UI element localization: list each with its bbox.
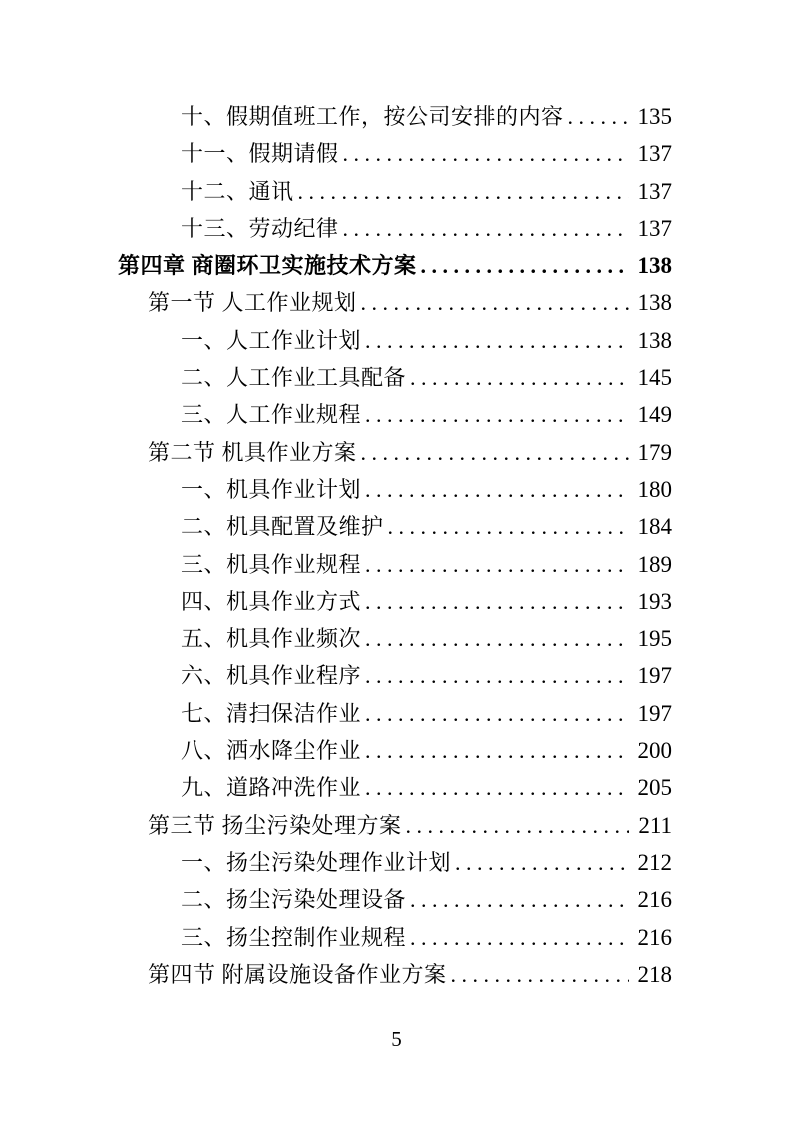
toc-page-number: 137	[637, 215, 672, 241]
toc-row	[181, 769, 672, 806]
toc-row	[181, 508, 672, 545]
toc-entry-label: 二、人工作业工具配备	[181, 365, 407, 391]
toc-row	[181, 359, 672, 396]
footer-page-number: 5	[391, 1027, 402, 1051]
dot-leader	[365, 396, 628, 433]
toc-entry-label: 二、扬尘污染处理设备	[181, 887, 407, 913]
toc-entry-label: 一、机具作业计划	[181, 476, 362, 502]
toc-page-number: 138	[637, 327, 672, 353]
dot-leader	[365, 471, 628, 508]
toc-page-number: 189	[637, 551, 672, 577]
toc-row	[148, 434, 672, 471]
toc-row	[181, 844, 672, 881]
toc-page-number: 197	[637, 663, 672, 689]
toc-row	[181, 919, 672, 956]
toc-entry-label: 八、洒水降尘作业	[181, 738, 362, 764]
toc-entry-label: 十二、通讯	[181, 178, 294, 204]
dot-leader	[343, 210, 629, 247]
toc-entry-label: 四、机具作业方式	[181, 588, 362, 614]
toc-row	[181, 471, 672, 508]
toc-entry-label: 九、道路冲洗作业	[181, 775, 362, 801]
dot-leader	[455, 844, 628, 881]
dot-leader	[298, 173, 629, 210]
toc-page-number: 145	[637, 365, 672, 391]
dot-leader	[365, 322, 628, 359]
toc-row	[148, 956, 672, 993]
toc-list	[0, 98, 672, 993]
toc-page-number: 149	[637, 402, 672, 428]
toc-entry-label: 五、机具作业频次	[181, 626, 362, 652]
toc-row	[181, 546, 672, 583]
toc-entry-label: 第三节 扬尘污染处理方案	[148, 812, 402, 838]
toc-entry-label: 三、机具作业规程	[181, 551, 362, 577]
dot-leader	[361, 284, 629, 321]
dot-leader	[410, 919, 628, 956]
toc-page-number: 138	[637, 253, 672, 279]
dot-leader	[365, 695, 628, 732]
toc-entry-label: 三、人工作业规程	[181, 402, 362, 428]
toc-entry-label: 第一节 人工作业规划	[148, 290, 357, 316]
dot-leader	[365, 620, 628, 657]
toc-entry-label: 一、扬尘污染处理作业计划	[181, 849, 452, 875]
toc-page-number: 200	[637, 738, 672, 764]
toc-page-number: 180	[637, 476, 672, 502]
toc-page-number: 211	[638, 812, 672, 838]
toc-row	[148, 284, 672, 321]
toc-page-number: 184	[637, 514, 672, 540]
toc-entry-label: 七、清扫保洁作业	[181, 700, 362, 726]
dot-leader	[568, 98, 629, 135]
toc-row	[181, 98, 672, 135]
toc-entry-label: 三、扬尘控制作业规程	[181, 924, 407, 950]
toc-row	[148, 807, 672, 844]
toc-page-number: 137	[637, 178, 672, 204]
toc-entry-label: 第四章 商圈环卫实施技术方案	[118, 253, 417, 279]
dot-leader	[343, 135, 629, 172]
toc-page-number: 216	[637, 887, 672, 913]
toc-row	[181, 396, 672, 433]
dot-leader	[421, 247, 629, 284]
toc-row	[181, 210, 672, 247]
dot-leader	[406, 807, 630, 844]
toc-entry-label: 十、假期值班工作，按公司安排的内容	[181, 104, 564, 129]
toc-page-number: 205	[637, 775, 672, 801]
toc-row	[181, 657, 672, 694]
toc-page-number: 137	[637, 141, 672, 167]
dot-leader	[410, 359, 628, 396]
dot-leader	[365, 583, 628, 620]
dot-leader	[365, 769, 628, 806]
toc-page-number: 135	[637, 104, 672, 129]
toc-row	[181, 695, 672, 732]
dot-leader	[451, 956, 629, 993]
toc-page-number: 197	[637, 700, 672, 726]
toc-page-number: 212	[637, 849, 672, 875]
dot-leader	[365, 657, 628, 694]
toc-page-number: 138	[637, 290, 672, 316]
toc-page-number: 216	[637, 924, 672, 950]
dot-leader	[365, 546, 628, 583]
toc-entry-label: 第四节 附属设施设备作业方案	[148, 961, 447, 987]
toc-entry-label: 第二节 机具作业方案	[148, 439, 357, 465]
toc-row	[181, 583, 672, 620]
toc-entry-label: 十三、劳动纪律	[181, 215, 339, 241]
toc-row	[181, 732, 672, 769]
toc-row	[181, 135, 672, 172]
toc-page-number: 193	[637, 588, 672, 614]
toc-row	[181, 620, 672, 657]
dot-leader	[410, 881, 628, 918]
toc-row	[181, 173, 672, 210]
toc-row	[181, 322, 672, 359]
toc-page-number: 218	[637, 961, 672, 987]
dot-leader	[388, 508, 629, 545]
toc-page-number: 195	[637, 626, 672, 652]
toc-row	[118, 247, 672, 284]
toc-page-number: 179	[637, 439, 672, 465]
toc-entry-label: 十一、假期请假	[181, 141, 339, 167]
toc-row	[181, 881, 672, 918]
toc-entry-label: 六、机具作业程序	[181, 663, 362, 689]
dot-leader	[365, 732, 628, 769]
dot-leader	[361, 434, 629, 471]
toc-entry-label: 二、机具配置及维护	[181, 514, 384, 540]
toc-entry-label: 一、人工作业计划	[181, 327, 362, 353]
